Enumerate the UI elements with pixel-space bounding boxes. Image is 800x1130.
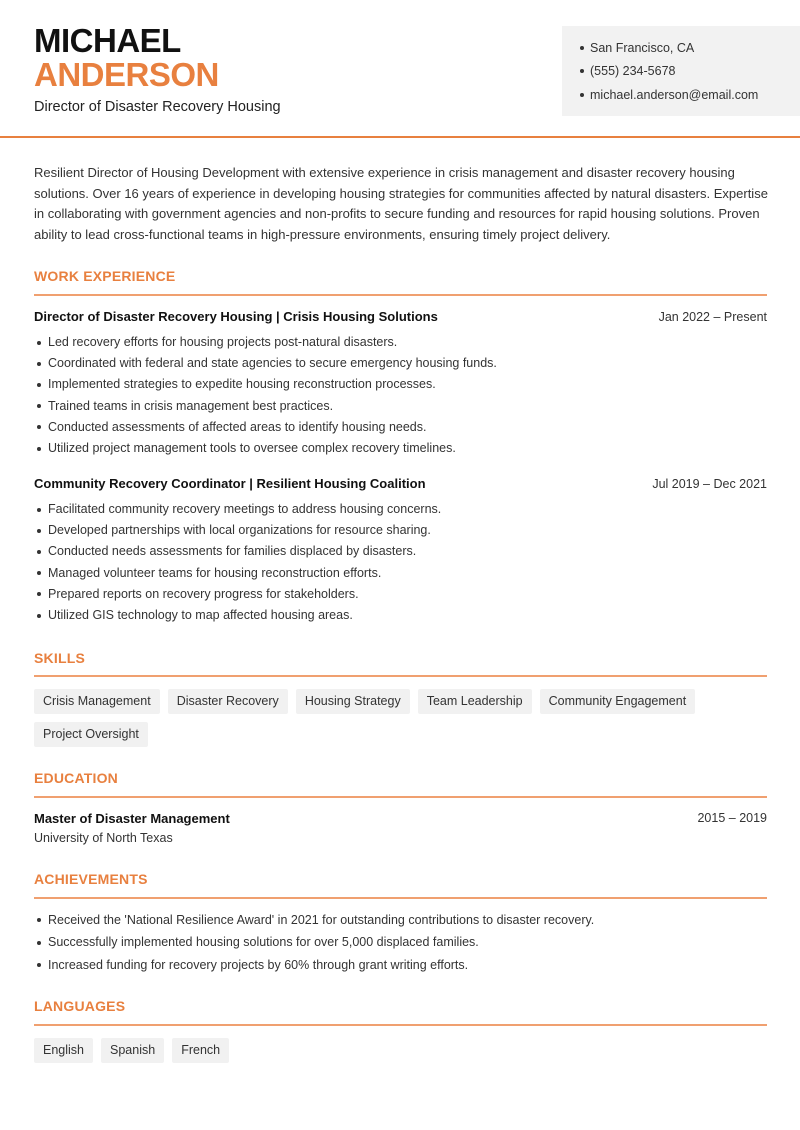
list-item: Conducted needs assessments for families displaced by disasters.: [34, 541, 769, 562]
list-item: Conducted assessments of affected areas to identify housing needs.: [34, 417, 769, 438]
bullet-icon: [37, 614, 41, 618]
list-item: Implemented strategies to expedite housing reconstruction processes.: [34, 374, 769, 395]
list-item: Received the 'National Resilience Award' in 2021 for outstanding contributions to disaster recovery.: [34, 909, 769, 932]
languages-heading: LANGUAGES: [34, 998, 126, 1014]
contact-phone: (555) 234-5678: [580, 60, 800, 84]
section-divider: [34, 897, 767, 899]
list-item: Prepared reports on recovery progress for stakeholders.: [34, 584, 769, 605]
first-name: MICHAEL: [34, 22, 181, 59]
list-item: Developed partnerships with local organizations for resource sharing.: [34, 520, 769, 541]
work-experience-heading: WORK EXPERIENCE: [34, 268, 176, 284]
job-1-title: Director of Disaster Recovery Housing | Crisis Housing Solutions: [34, 309, 438, 324]
section-divider: [34, 1024, 767, 1026]
list-item: Increased funding for recovery projects by 60% through grant writing efforts.: [34, 954, 769, 977]
bullet-icon: [580, 93, 584, 97]
contact-box: [562, 26, 800, 116]
list-item: Coordinated with federal and state agencies to secure emergency housing funds.: [34, 353, 769, 374]
achievements-heading: ACHIEVEMENTS: [34, 871, 148, 887]
section-divider: [34, 675, 767, 677]
bullet-icon: [37, 404, 41, 408]
language-tag: Spanish: [101, 1038, 164, 1063]
contact-email: michael.anderson@email.com: [580, 83, 800, 107]
languages-list: [34, 1038, 769, 1063]
list-item: Trained teams in crisis management best practices.: [34, 396, 769, 417]
skill-tag: Disaster Recovery: [168, 689, 288, 714]
list-item: Successfully implemented housing solutions for over 5,000 displaced families.: [34, 932, 769, 955]
bullet-icon: [37, 941, 41, 945]
bullet-icon: [37, 383, 41, 387]
bullet-icon: [37, 918, 41, 922]
skill-tag: Community Engagement: [540, 689, 696, 714]
list-item: Utilized GIS technology to map affected housing areas.: [34, 605, 769, 626]
job-2-title: Community Recovery Coordinator | Resilient Housing Coalition: [34, 476, 426, 491]
contact-location: San Francisco, CA: [580, 36, 800, 60]
skill-tag: Team Leadership: [418, 689, 532, 714]
language-tag: French: [172, 1038, 229, 1063]
list-item: Led recovery efforts for housing projects post-natural disasters.: [34, 332, 769, 353]
job-title: Director of Disaster Recovery Housing: [34, 99, 281, 115]
education-degree: Master of Disaster Management: [34, 811, 230, 826]
job-1-dates: Jan 2022 – Present: [658, 310, 767, 324]
bullet-icon: [37, 550, 41, 554]
education-school: University of North Texas: [34, 831, 173, 845]
job-1-bullets: [34, 332, 769, 459]
bullet-icon: [37, 447, 41, 451]
resume-header: [0, 0, 800, 138]
bullet-icon: [580, 46, 584, 50]
bullet-icon: [37, 362, 41, 366]
job-2-bullets: [34, 499, 769, 626]
skill-tag: Housing Strategy: [296, 689, 410, 714]
skill-tag: Project Oversight: [34, 722, 148, 747]
language-tag: English: [34, 1038, 93, 1063]
skills-heading: SKILLS: [34, 650, 85, 666]
bullet-icon: [37, 425, 41, 429]
skills-list: [34, 689, 769, 747]
list-item: Utilized project management tools to oversee complex recovery timelines.: [34, 438, 769, 459]
list-item: Facilitated community recovery meetings to address housing concerns.: [34, 499, 769, 520]
section-divider: [34, 796, 767, 798]
bullet-icon: [37, 963, 41, 967]
section-divider: [34, 294, 767, 296]
bullet-icon: [37, 508, 41, 512]
achievements-list: [34, 909, 769, 977]
education-heading: EDUCATION: [34, 770, 118, 786]
bullet-icon: [37, 341, 41, 345]
bullet-icon: [37, 571, 41, 575]
bullet-icon: [37, 529, 41, 533]
education-dates: 2015 – 2019: [697, 811, 767, 825]
bullet-icon: [37, 592, 41, 596]
list-item: Managed volunteer teams for housing reconstruction efforts.: [34, 563, 769, 584]
job-2-dates: Jul 2019 – Dec 2021: [652, 477, 767, 491]
last-name: ANDERSON: [34, 56, 219, 93]
skill-tag: Crisis Management: [34, 689, 160, 714]
summary-text: Resilient Director of Housing Development with extensive experience in crisis management and disaster recovery housing solutions. Over 16 years of experience in developing housing strategies for communities affected by natural disasters. Expertise in collaborating with government agencies and non-profits to secure funding and resources for rapid housing solutions. Proven ability to lead cross-functional teams in high-pressure environments, ensuring timely project delivery.: [34, 165, 768, 242]
bullet-icon: [580, 69, 584, 73]
